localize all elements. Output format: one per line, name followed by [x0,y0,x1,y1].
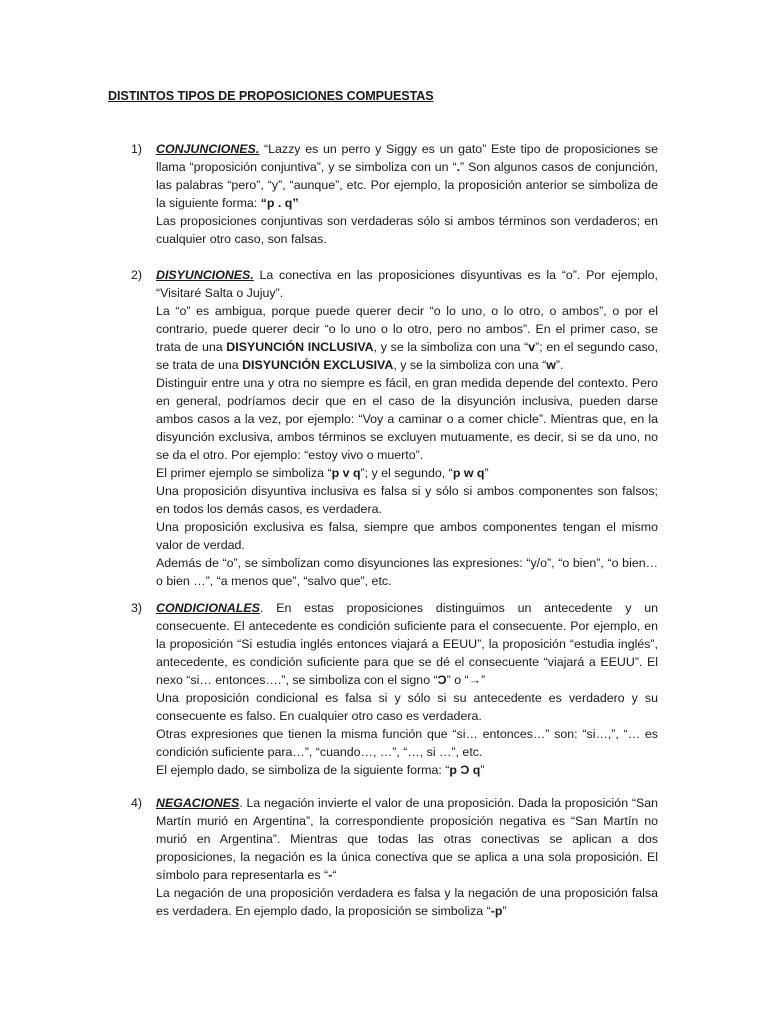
section-condicionales [131,599,658,779]
paragraph: Además de “o”, se simbolizan como disyunciones las expresiones: “y/o”, “o bien”, “o bien… o bien …”, “a menos que”, “salvo que”, etc. [156,556,658,588]
arrow-icon: → [468,673,482,687]
paragraph: CONJUNCIONES. “Lazzy es un perro y Siggy es un gato” Este tipo de proposiciones se llama “proposición conjuntiva”, y se simboliza con un “.” Son algunos casos de conjunción, las palabras “pero”, “y”, “aunque”, etc. Por ejemplo, la proposición anterior se simboliza de la siguiente forma: “p . q” [156,142,658,210]
section-number: 1) [131,142,143,156]
section-heading: CONJUNCIONES. [156,142,260,156]
paragraph: Una proposición condicional es falsa si y sólo si su antecedente es verdadero y su consecuente es falso. En cualquier otro caso es verdadera. [156,691,658,723]
section-disyunciones [131,266,659,590]
paragraph: La “o” es ambigua, porque puede querer decir “o lo uno, o lo otro, o ambos”, o por el contrario, puede querer decir “o lo uno o lo otro, pero no ambos”. En el primer caso, se trata de una DISYUNCIÓN INCLUSIVA, y se la simboliza con una “v”; en el segundo caso, se trata de una DISYUNCIÓN EXCLUSIVA, y se la simboliza con una “w”. [156,304,659,372]
paragraph: NEGACIONES. La negación invierte el valor de una proposición. Dada la proposición “San Martín murió en Argentina”, la correspondiente proposición negativa es “San Martín no murió en Argentina”. Mientras que todas las otras conectivas se aplican a dos proposiciones, la negación es la única conectiva que se aplica a una sola proposición. El símbolo para representarla es “-“ [156,796,658,882]
section-negaciones [131,794,658,920]
section-number: 3) [131,601,143,615]
section-heading: CONDICIONALES [156,601,260,615]
section-conjunciones [131,140,658,248]
paragraph: Las proposiciones conjuntivas son verdaderas sólo si ambos términos son verdaderos; en cualquier otro caso, son falsas. [156,214,658,246]
section-number: 2) [131,268,143,282]
section-heading: DISYUNCIONES. [156,268,254,282]
paragraph: Una proposición exclusiva es falsa, siempre que ambos componentes tengan el mismo valor de verdad. [156,520,658,552]
paragraph: Otras expresiones que tienen la misma función que “si… entonces…” son: “si…,”, “… es condición suficiente para…”, “cuando…, …”, “…, si …”, etc. [156,727,658,759]
paragraph: CONDICIONALES. En estas proposiciones distinguimos un antecedente y un consecuente. El antecedente es condición suficiente para el consecuente. Por ejemplo, en la proposición “Si estudia inglés entonces viajará a EEUU”, la proposición “estudia inglés”, antecedente, es condición suficiente para que se dé el consecuente “viajará a EEUU”. El nexo “si… entonces….”, se simboliza con el signo “Ɔ” o “→” [156,601,658,687]
paragraph: El ejemplo dado, se simboliza de la siguiente forma: “p Ɔ q” [156,763,485,777]
paragraph: El primer ejemplo se simboliza “p v q”; y el segundo, “p w q” [156,466,489,480]
section-number: 4) [131,796,143,810]
document-title: DISTINTOS TIPOS DE PROPOSICIONES COMPUESTAS [108,89,434,103]
paragraph: Una proposición disyuntiva inclusiva es falsa si y sólo si ambos componentes son falsos; en todos los demás casos, es verdadera. [156,484,658,516]
paragraph: Distinguir entre una y otra no siempre es fácil, en gran medida depende del contexto. Pero en general, podríamos decir que en el caso de la disyunción inclusiva, pueden darse ambos casos a la vez, por ejemplo: “Voy a caminar o a comer chicle”. Mientras que, en la disyunción exclusiva, ambos términos se excluyen mutuamente, es decir, si se da uno, no se da el otro. Por ejemplo: “estoy vivo o muerto”. [156,376,658,462]
section-heading: NEGACIONES [156,796,240,810]
paragraph: DISYUNCIONES. La conectiva en las proposiciones disyuntivas es la “o”. Por ejemplo, “Visitaré Salta o Jujuy”. [156,268,658,300]
paragraph: La negación de una proposición verdadera es falsa y la negación de una proposición falsa es verdadera. En ejemplo dado, la proposición se simboliza “-p” [156,886,658,918]
